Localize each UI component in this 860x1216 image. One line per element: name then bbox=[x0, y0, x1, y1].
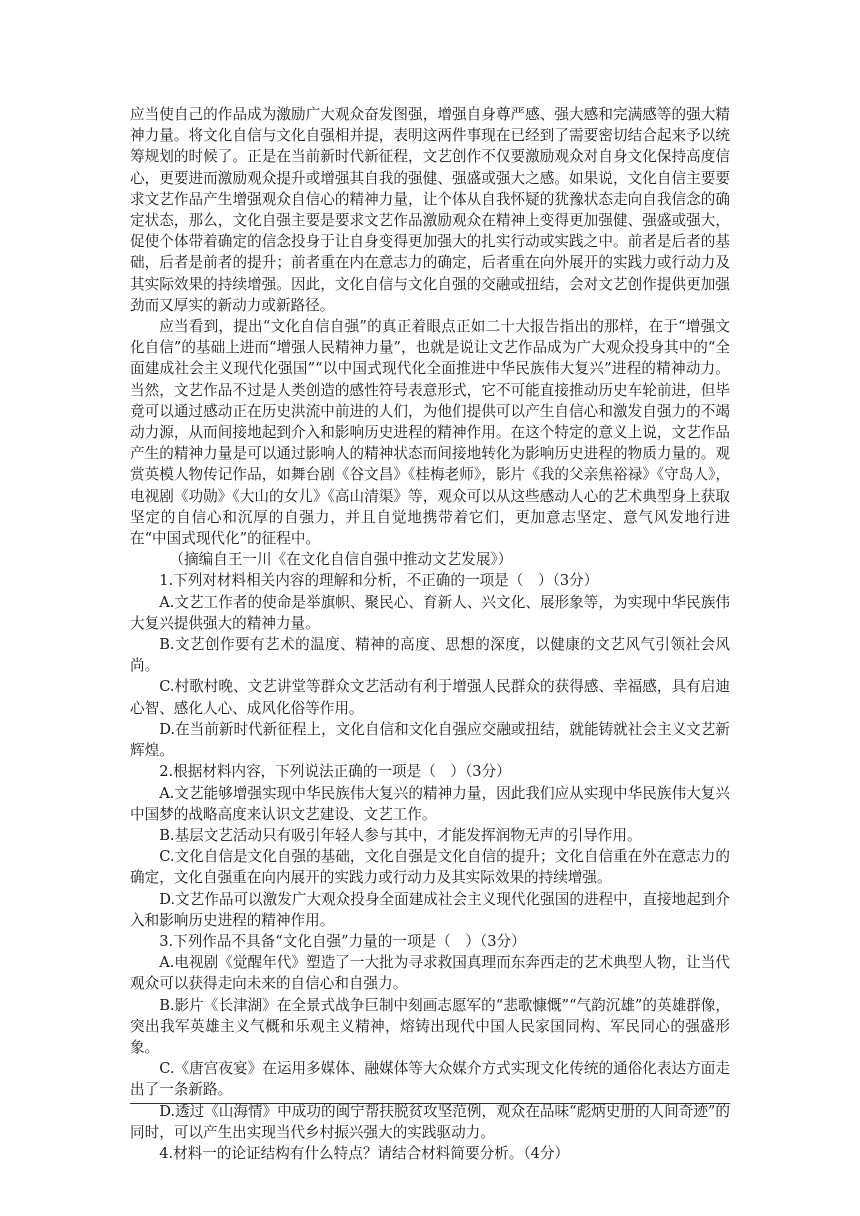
question-3-option-c: C.《唐宫夜宴》在运用多媒体、融媒体等大众媒介方式实现文化传统的通俗化表达方面走出了一条新路。 bbox=[130, 1060, 730, 1099]
question-2-option-b: B.基层文艺活动只有吸引年轻人参与其中，才能发挥润物无声的引导作用。 bbox=[159, 826, 642, 844]
question-2-option-c: C.文化自信是文化自强的基础，文化自强是文化自信的提升；文化自信重在外在意志力的确定，文化自强重在向内展开的实践力或行动力及其实际效果的持续增强。 bbox=[130, 848, 730, 887]
question-3-option-d: D.透过《山海情》中成功的闽宁帮扶脱贫攻坚范例，观众在品味“彪炳史册的人间奇迹”的同时，可以产生出实现当代乡村振兴强大的实践驱动力。 bbox=[130, 1102, 730, 1141]
source-citation: （摘编自王一川《在文化自信自强中推动文艺发展》） bbox=[169, 551, 513, 569]
footer-rule bbox=[130, 1103, 730, 1104]
question-2-option-a: A.文艺能够增强实现中华民族伟大复兴的精神力量，因此我们应从实现中华民族伟大复兴中国梦的战略高度来认识文艺建设、文艺工作。 bbox=[130, 784, 730, 823]
paragraph-continuation: 应当使自己的作品成为激励广大观众奋发图强，增强自身尊严感、强大感和完满感等的强大精神力量。将文化自信与文化自强相并提，表明这两件事现在已经到了需要密切结合起来予以统筹规划的时候了。正是在当前新时代新征程，文艺创作不仅要激励观众对自身文化保持高度信心，更要进而激励观众提升或增强其自我的强健、强盛或强大之感。如果说，文化自信主要要求文艺作品产生增强观众自信心的精神力量，让个体从自我怀疑的犹豫状态走向自我信念的确定状态，那么，文化自强主要是要求文艺作品激励观众在精神上变得更加强健、强盛或强大，促使个体带着确定的信念投身于让自身变得更加强大的扎实行动或实践之中。前者是后者的基础，后者是前者的提升；前者重在内在意志力的确定，后者重在向外展开的实践力或行动力及其实际效果的持续增强。因此，文化自信与文化自强的交融或扭结，会对文艺创作提供更加强劲而又厚实的新动力或新路径。 bbox=[130, 106, 730, 314]
question-1-stem: 1.下列对材料相关内容的理解和分析，不正确的一项是（ ）（3分） bbox=[159, 572, 599, 590]
question-1-option-a: A.文艺工作者的使命是举旗帜、聚民心、育新人、兴文化、展形象等，为实现中华民族伟大复兴提供强大的精神力量。 bbox=[130, 593, 730, 632]
paragraph-2: 应当看到，提出“文化自信自强”的真正着眼点正如二十大报告指出的那样，在于“增强文化自信”的基础上进而“增强人民精神力量”，也就是说让文艺作品成为广大观众投身其中的“全面建成社会主义现代化强国”“以中国式现代化全面推进中华民族伟大复兴”进程的精神动力。当然，文艺作品不过是人类创造的感性符号表意形式，它不可能直接推动历史车轮前进，但毕竟可以通过感动正在历史洪流中前进的人们，为他们提供可以产生自信心和激发自强力的不竭动力源，从而间接地起到介入和影响历史进程的精神作用。在这个特定的意义上说，文艺作品产生的精神力量是可以通过影响人的精神状态而间接地转化为影响历史进程的物质力量的。观赏英模人物传记作品，如舞台剧《谷文昌》《桂梅老师》，影片《我的父亲焦裕禄》《守岛人》，电视剧《功勋》《大山的女儿》《高山清渠》等，观众可以从这些感动人心的艺术典型身上获取坚定的自信心和沉厚的自强力，并且自觉地携带着它们，更加意志坚定、意气风发地行进在“中国式现代化”的征程中。 bbox=[130, 318, 730, 548]
question-3-stem: 3.下列作品不具备“文化自强”力量的一项是（ ）（3分） bbox=[159, 932, 526, 950]
question-2-stem: 2.根据材料内容，下列说法正确的一项是（ ）（3分） bbox=[159, 763, 511, 781]
document-body bbox=[130, 104, 730, 1164]
question-1-option-d: D.在当前新时代新征程上，文化自信和文化自强应交融或扭结，就能铸就社会主义文艺新辉煌。 bbox=[130, 720, 730, 760]
question-3-option-b: B.影片《长津湖》在全景式战争巨制中刻画志愿军的“悲歌慷慨”“气韵沉雄”的英雄群像，突出我军英雄主义气概和乐观主义精神，熔铸出现代中国人民家国同构、军民同心的强盛形象。 bbox=[130, 996, 730, 1056]
question-1-option-c: C.村歌村晚、文艺讲堂等群众文艺活动有利于增强人民群众的获得感、幸福感，具有启迪心智、感化人心、成风化俗等作用。 bbox=[130, 678, 730, 717]
question-1-option-b: B.文艺创作要有艺术的温度、精神的高度、思想的深度，以健康的文艺风气引领社会风尚。 bbox=[130, 636, 730, 675]
question-4-stem: 4.材料一的论证结构有什么特点？请结合材料简要分析。（4分） bbox=[159, 1144, 570, 1162]
question-2-option-d: D.文艺作品可以激发广大观众投身全面建成社会主义现代化强国的进程中，直接地起到介入和影响历史进程的精神作用。 bbox=[130, 890, 730, 929]
question-3-option-a: A.电视剧《觉醒年代》塑造了一大批为寻求救国真理而东奔西走的艺术典型人物，让当代观众可以获得走向未来的自信心和自强力。 bbox=[130, 954, 730, 993]
